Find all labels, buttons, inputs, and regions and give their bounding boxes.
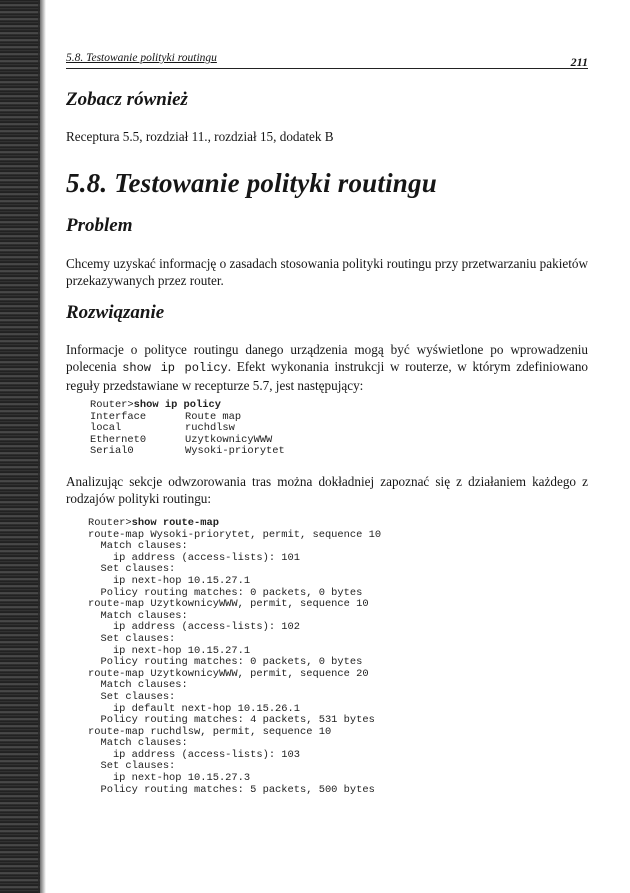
- solution-text-after-code: . Efekt wykonania instrukcji w routerze, w którym zdefiniowano reguły przedstawiane w recepturze 5.7, jest następujący:: [66, 359, 589, 393]
- route-map-line: Set clauses:: [88, 563, 176, 576]
- route-map-line: Match clauses:: [88, 609, 188, 622]
- route-map-line: Set clauses:: [88, 690, 176, 703]
- book-page: [66, 50, 589, 796]
- policy-route-map: UzytkownicyWWW: [185, 433, 273, 446]
- route-map-line: ip next-hop 10.15.27.1: [88, 574, 251, 587]
- problem-text: Chcemy uzyskać informację o zasadach stosowania polityki routingu przy przetwarzaniu pakietów przekazywanych przez router.: [66, 256, 588, 288]
- policy-prompt: Router>: [90, 399, 134, 411]
- route-map-command: show route-map: [131, 517, 219, 529]
- policy-output: [90, 400, 325, 458]
- policy-header-route-map: Route map: [185, 410, 242, 423]
- route-map-line: Policy routing matches: 0 packets, 0 bytes: [88, 656, 363, 669]
- route-map-line: Match clauses:: [88, 737, 188, 750]
- route-map-line: ip next-hop 10.15.27.3: [88, 772, 251, 785]
- route-map-line: Policy routing matches: 5 packets, 500 bytes: [88, 783, 375, 796]
- route-map-line: route-map UzytkownicyWWW, permit, sequence 10: [88, 598, 369, 611]
- route-map-line: Match clauses:: [88, 679, 188, 692]
- see-also-heading: Zobacz również: [66, 89, 188, 110]
- route-map-output: [88, 518, 381, 796]
- route-map-line: Match clauses:: [88, 540, 188, 553]
- solution-text-before-code: Informacje o polityce routingu danego urządzenia mogą być wyświetlone po wprowadzeniu polecenia: [66, 342, 588, 374]
- page-number: 211: [570, 55, 588, 69]
- route-map-prompt: Router>: [88, 517, 132, 529]
- route-map-line: route-map Wysoki-priorytet, permit, sequence 10: [88, 528, 382, 541]
- problem-heading: Problem: [66, 215, 133, 236]
- route-map-line: Set clauses:: [88, 760, 176, 773]
- policy-route-map: Wysoki-priorytet: [185, 445, 285, 458]
- book-binding-edge: [0, 0, 40, 893]
- see-also-text: Receptura 5.5, rozdział 11., rozdział 15, dodatek B: [66, 129, 334, 144]
- policy-command: show ip policy: [133, 399, 221, 411]
- route-map-line: route-map UzytkownicyWWW, permit, sequence 20: [88, 667, 369, 680]
- route-map-command-line: [88, 518, 381, 530]
- route-map-line: route-map ruchdlsw, permit, sequence 10: [88, 725, 332, 738]
- policy-interface: local: [90, 422, 122, 435]
- section-title: 5.8. Testowanie polityki routingu: [66, 168, 437, 198]
- policy-interface: Ethernet0: [90, 433, 147, 446]
- route-map-line: Policy routing matches: 4 packets, 531 bytes: [88, 714, 375, 727]
- route-map-line: Set clauses:: [88, 632, 176, 645]
- policy-interface: Serial0: [90, 445, 134, 458]
- running-head-title: 5.8. Testowanie polityki routingu: [66, 52, 217, 64]
- route-map-line: ip address (access-lists): 101: [88, 551, 301, 564]
- route-map-line: ip address (access-lists): 103: [88, 748, 301, 761]
- solution-paragraph-1: [66, 341, 588, 394]
- route-map-line: ip next-hop 10.15.27.1: [88, 644, 251, 657]
- route-map-line: ip default next-hop 10.15.26.1: [88, 702, 301, 715]
- policy-header-interface: Interface: [90, 410, 147, 423]
- policy-route-map: ruchdlsw: [185, 422, 235, 435]
- route-map-line: ip address (access-lists): 102: [88, 621, 301, 634]
- route-map-line: Policy routing matches: 0 packets, 0 bytes: [88, 586, 363, 599]
- solution-paragraph-2: Analizując sekcje odwzorowania tras można dokładniej zapoznać się z działaniem każdego z rodzajów polityki routingu:: [66, 474, 588, 506]
- inline-command: show ip policy: [122, 361, 228, 375]
- solution-heading: Rozwiązanie: [66, 302, 165, 323]
- policy-command-line: [90, 400, 325, 412]
- policy-row: [90, 446, 325, 458]
- running-head: [66, 50, 588, 69]
